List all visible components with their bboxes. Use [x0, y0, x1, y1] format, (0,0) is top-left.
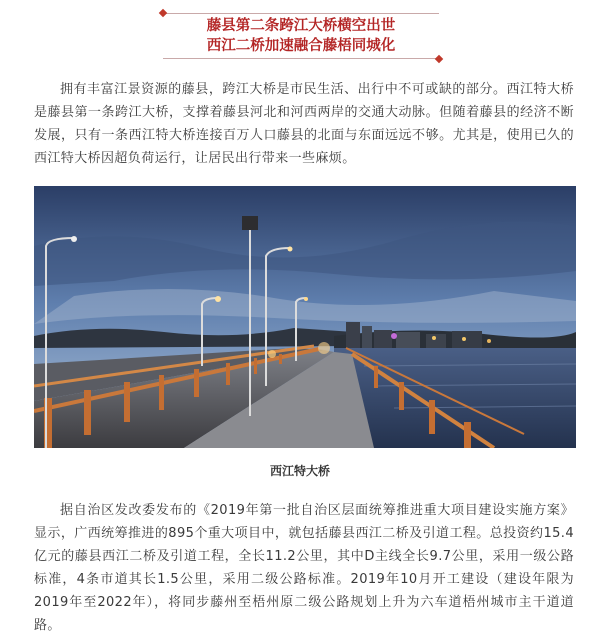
banner-top-rule: [163, 13, 439, 14]
bridge-photo: [34, 186, 576, 448]
image-caption: 西江特大桥: [269, 464, 330, 478]
headline-line-2: 西江二桥加速融合藤梧同城化: [206, 38, 396, 54]
headline-line-1: 藤县第二条跨江大桥横空出世: [206, 18, 396, 34]
title-banner: [163, 13, 439, 59]
banner-corner-ornament: [435, 55, 443, 63]
article-paragraph-2: 据自治区发改委发布的《2019年第一批自治区层面统筹推进重大项目建设实施方案》显示，广西统筹推进的895个重大项目中，就包括藤县西江二桥及引道工程。总投资约15.4亿元的藤县西江二桥及引道工程，全长11.2公里，其中D主线全长9.7公里，采用一级公路标准，4条市道其长1.5公里，采用二级公路标准。2019年10月开工建设（建设年限为2019年至2022年），将同步藤州至梧州原二级公路规划上升为六车道梧州城市主干道道路。: [34, 503, 574, 633]
article-paragraph-1: 拥有丰富江景资源的藤县，跨江大桥是市民生活、出行中不可或缺的部分。西江特大桥是藤县第一条跨江大桥，支撑着藤县河北和河西两岸的交通大动脉。但随着藤县的经济不断发展，只有一条西江特大桥连接百万人口藤县的北面与东面远远不够。尤其是，使用已久的西江特大桥因超负荷运行，让居民出行带来一些麻烦。: [34, 82, 574, 166]
banner-bottom-rule: [163, 58, 439, 59]
